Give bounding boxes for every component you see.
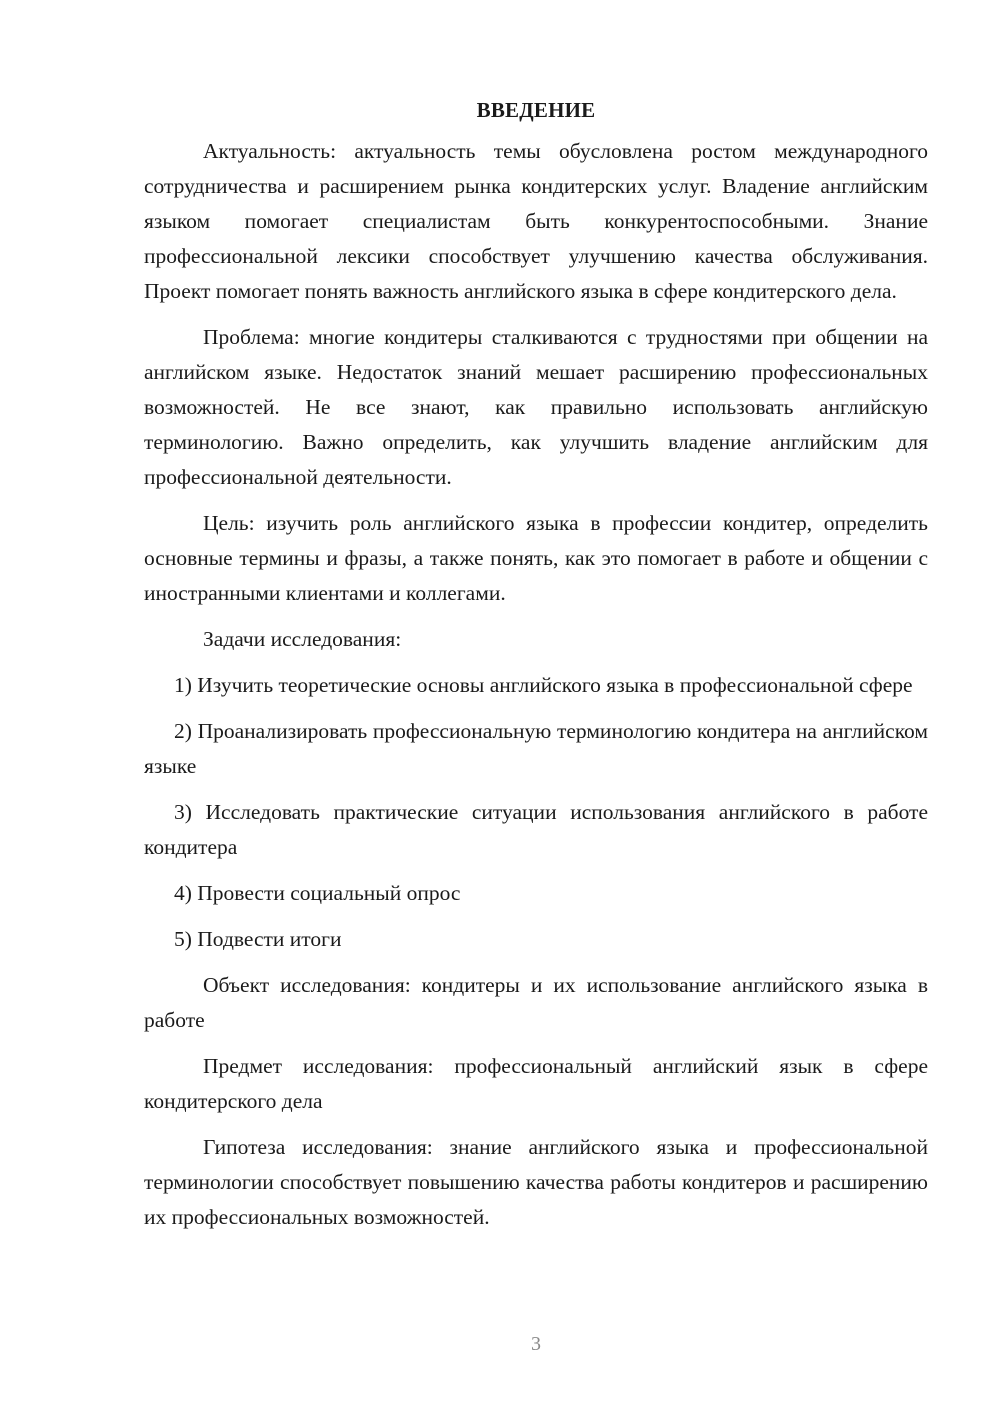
task-item: 5) Подвести итоги bbox=[174, 927, 342, 951]
paragraph-relevance: Актуальность: актуальность темы обусловлена ростом международного сотрудничества и расширением рынка кондитерских услуг. Владение английским языком помогает специалистам быть конкурентоспособными. Знание профессиональной лексики способствует улучшению качества обслуживания. Проект помогает понять важность английского языка в сфере кондитерского дела. bbox=[144, 139, 928, 303]
paragraph-goal: Цель: изучить роль английского языка в профессии кондитер, определить основные термины и фразы, а также понять, как это помогает в работе и общении с иностранными клиентами и коллегами. bbox=[144, 511, 928, 605]
paragraph-hypothesis: Гипотеза исследования: знание английского языка и профессиональной терминологии способствует повышению качества работы кондитеров и расширению их профессиональных возможностей. bbox=[144, 1135, 928, 1229]
paragraph-subject: Предмет исследования: профессиональный английский язык в сфере кондитерского дела bbox=[144, 1054, 928, 1113]
paragraph-object: Объект исследования: кондитеры и их использование английского языка в работе bbox=[144, 973, 928, 1032]
task-item: 2) Проанализировать профессиональную терминологию кондитера на английском языке bbox=[144, 719, 928, 778]
task-item: 1) Изучить теоретические основы английского языка в профессиональной сфере bbox=[174, 673, 913, 697]
paragraph-problem: Проблема: многие кондитеры сталкиваются с трудностями при общении на английском языке. Недостаток знаний мешает расширению профессиональных возможностей. Не все знают, как правильно использовать английскую терминологию. Важно определить, как улучшить владение английским для профессиональной деятельности. bbox=[144, 325, 928, 489]
paragraph-tasks-title: Задачи исследования: bbox=[203, 627, 402, 651]
page-number: 3 bbox=[531, 1333, 541, 1355]
section-heading: ВВЕДЕНИЕ bbox=[476, 98, 596, 122]
task-item: 3) Исследовать практические ситуации использования английского в работе кондитера bbox=[144, 800, 928, 859]
task-item: 4) Провести социальный опрос bbox=[174, 881, 461, 905]
document-page bbox=[144, 94, 928, 1246]
